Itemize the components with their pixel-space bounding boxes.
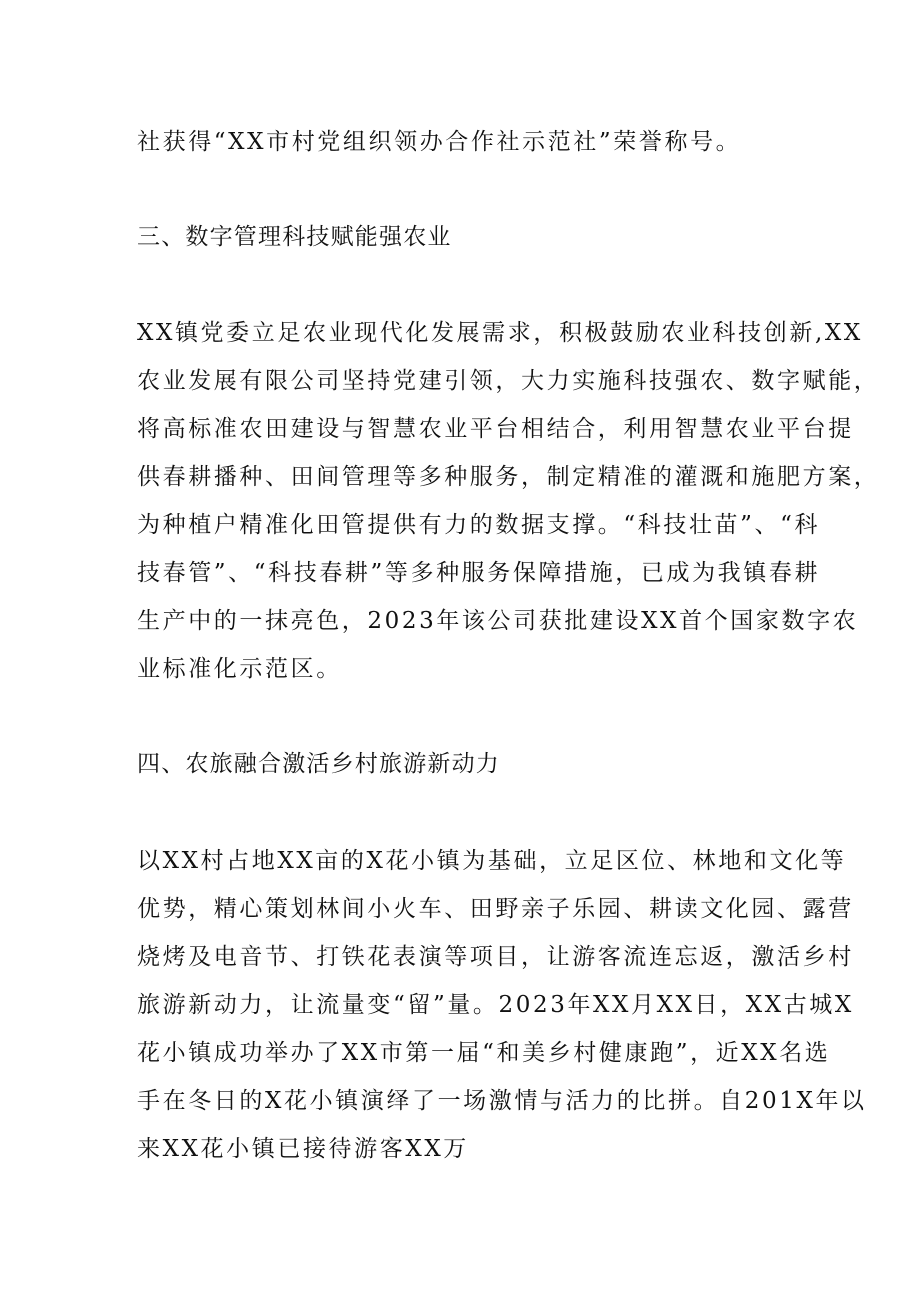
section-3-line-6: 技春管”、“科技春耕”等多种服务保障措施，已成为我镇春耕: [137, 560, 821, 586]
section-3-line-7: 生产中的一抹亮色，2023年该公司获批建设XX首个国家数字农: [137, 608, 859, 634]
section-3-heading: 三、数字管理科技赋能强农业: [137, 224, 452, 250]
section-4-line-2: 优势，精心策划林间小火车、田野亲子乐园、耕读文化园、露营: [137, 896, 854, 922]
intro-line-1: 社获得“XX市村党组织领办合作社示范社”荣誉称号。: [137, 129, 742, 155]
section-4-line-7: 来XX花小镇已接待游客XX万: [137, 1136, 469, 1162]
section-4-line-3: 烧烤及电音节、打铁花表演等项目，让游客流连忘返，激活乡村: [137, 944, 854, 970]
section-3-line-2: 农业发展有限公司坚持党建引领，大力实施科技强农、数字赋能，: [137, 368, 880, 394]
section-4-line-6: 手在冬日的X花小镇演绎了一场激情与活力的比拼。自201X年以: [137, 1088, 867, 1114]
section-3-line-1: XX镇党委立足农业现代化发展需求，积极鼓励农业科技创新,XX: [137, 320, 863, 346]
section-4-line-5: 花小镇成功举办了XX市第一届“和美乡村健康跑”，近XX名选: [137, 1040, 831, 1066]
section-3-line-3: 将高标准农田建设与智慧农业平台相结合，利用智慧农业平台提: [137, 416, 854, 442]
section-3-line-4: 供春耕播种、田间管理等多种服务，制定精准的灌溉和施肥方案，: [137, 464, 880, 490]
section-3-line-8: 业标准化示范区。: [137, 656, 342, 682]
section-4-heading: 四、农旅融合激活乡村旅游新动力: [137, 751, 500, 777]
section-4-line-1: 以XX村占地XX亩的X花小镇为基础，立足区位、林地和文化等: [137, 848, 847, 874]
section-4-line-4: 旅游新动力，让流量变“留”量。2023年XX月XX日，XX古城X: [137, 992, 854, 1018]
section-3-line-5: 为种植户精准化田管提供有力的数据支撑。“科技壮苗”、“科: [137, 512, 821, 538]
